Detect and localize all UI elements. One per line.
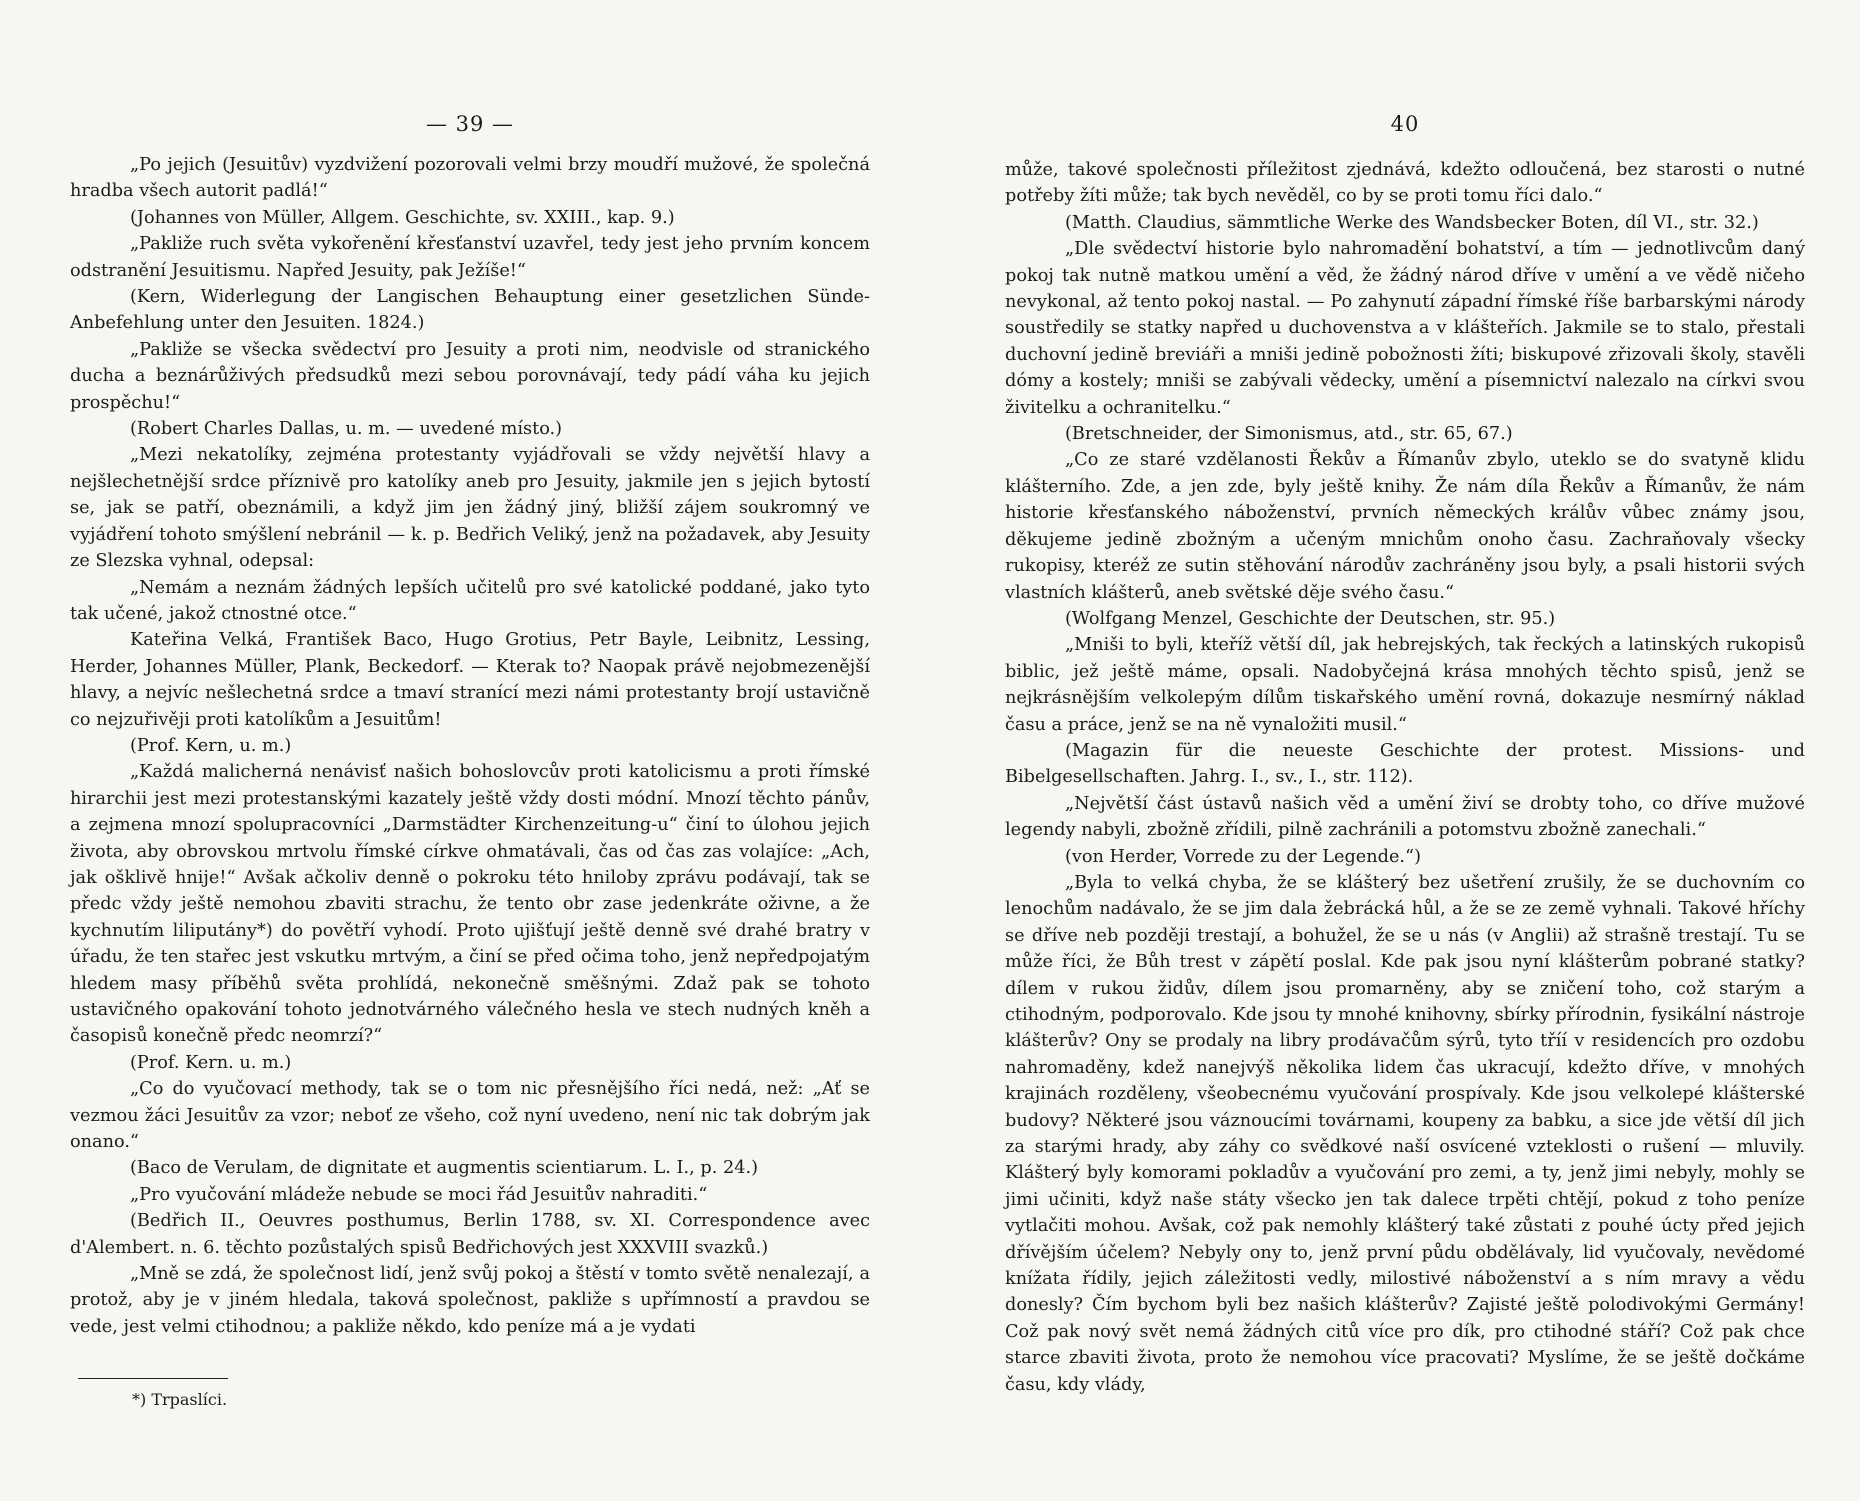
paragraph: „Pakliže se všecka svědectví pro Jesuity a proti nim, neodvisle od stranického ducha a beznárůživých předsudků mezi sebou porovnávají, tedy pádí váha ku jejich prospěchu!“ (70, 339, 870, 413)
citation: (Matth. Claudius, sämmtliche Werke des Wandsbecker Boten, díl VI., str. 32.) (1065, 212, 1759, 233)
paragraph-continued: může, takové společnosti příležitost zjednává, kdežto odloučená, bez starosti o nutné potřeby žíti může; tak bych nevěděl, co by se proti tomu říci dalo.“ (1005, 160, 1805, 207)
citation: (von Herder, Vorrede zu der Legende.“) (1065, 846, 1421, 867)
paragraph: „Mně se zdá, že společnost lidí, jenž svůj pokoj a štěstí v tomto světě nenalezají, a protož, aby je v jiném hledala, taková společnost, pakliže s upřímností a pravdou se vede, jest velmi ctihodnou; a pakliže někdo, kdo peníze má a je vydati (70, 1264, 870, 1337)
citation: (Magazin für die neueste Geschichte der protest. Missions- und Bibelgesellschaften. Jahrg. I., sv., I., str. 112). (1005, 740, 1805, 788)
citation: (Prof. Kern. u. m.) (130, 1052, 292, 1073)
paragraph: Kateřina Velká, František Baco, Hugo Grotius, Petr Bayle, Leibnitz, Lessing, Herder, Johannes Müller, Plank, Beckedorf. — Kterak to? Naopak právě nejobmezenější hlavy, a nejvíc nešlechetná srdce a tmaví stranící mezi námi protestanty brojí ustavičně co nejzuřivěji proti katolíkům a Jesuitům! (70, 630, 870, 730)
page-number-left: — 39 — (425, 112, 515, 136)
citation: (Prof. Kern, u. m.) (130, 735, 292, 756)
footnote: *) Trpaslíci. (132, 1390, 228, 1409)
right-page-text (1005, 157, 1805, 1398)
paragraph: „Byla to velká chyba, že se klášterý bez ušetření zrušily, že se duchovním co lenochům nadávalo, že se jim dala žebrácká hůl, a že se ze země vyhnali. Takové hříchy se dříve neb později trestají, a bohužel, že se u nás (v Anglii) až strašně trestají. Tu se může říci, že Bůh trest v zápětí poslal. Kde pak jsou nyní klášterům pobrané statky? dílem v rukou židův, dílem jsou promarněny, aby se zničení toho, což starým a ctihodným, podporovalo. Kde jsou ty mnohé knihovny, sbírky přírodnin, fysikální nástroje klášterův? Ony se prodaly na libry prodávačům sýrů, tyto tříí v residencích pro ozdobu nahromaděny, kdež nanejvýš několika lidem čas ukracují, kdežto dříve, v mnohých krajinách rozděleny, všeobecnému vyučování prospívaly. Kde jsou velkolepé klášterské budovy? Některé jsou váznoucími továrnami, koupeny za babku, a sice jde větší díl jich za starými hrady, aby záhy co svědkové naší osvícené vzteklosti o rušení — mluvily. Klášterý byly komorami pokladův a vyučování pro zemi, a ty, jenž jimi nebyly, mohly se jimi učiniti, když naše státy všecko jen tak dalece trpěti chtějí, pokud z toho peníze vytlačiti mohou. Avšak, což pak nemohly klášterý také zůstati z pouhé úcty před jejich dřívějším účelem? Nebyly ony to, jenž první půdu obdělávaly, lid vyučovaly, nevědomé knížata řídily, jejich záležitosti vedly, milostivé náboženství a s ním mravy a vědu donesly? Čím bychom byli bez našich klášterův? Zajisté ještě polodivokými Germány! Což pak nový svět nemá žádných citů více pro dík, pro ctihodné stáří? Což pak chce starce zbaviti života, proto že nemohou více pracovati? Myslíme, že se ještě dočkáme času, kdy vlády, (1005, 872, 1805, 1395)
footnote-divider (78, 1378, 228, 1379)
citation: (Bretschneider, der Simonismus, atd., str. 65, 67.) (1065, 424, 1513, 445)
page-number-right: 40 (1390, 112, 1420, 136)
paragraph: „Co ze staré vzdělanosti Řekův a Římanův zbylo, uteklo se do svatyně klidu klášterního. Zde, a jen zde, byly ještě knihy. Že nám díla Řekův a Římanův, že nám historie křesťanského náboženství, prvních německých králův vůbec známy jsou, děkujeme jedině zbožným a učeným mnichům onoho času. Zachraňovaly všecky rukopisy, kteréž ze sutin stěhování národův zachráněny jsou byly, a psali historii svých vlastních klášterů, aneb světské děje svého času.“ (1005, 450, 1805, 603)
paragraph: „Pakliže ruch světa vykořenění křesťanství uzavřel, tedy jest jeho prvním koncem odstranění Jesuitismu. Napřed Jesuity, pak Ježíše!“ (70, 234, 870, 281)
citation: (Kern, Widerlegung der Langischen Behauptung einer gesetzlichen Sünde-Anbefehlung unter den Jesuiten. 1824.) (70, 287, 870, 334)
citation: (Robert Charles Dallas, u. m. — uvedené místo.) (130, 419, 563, 440)
citation: (Bedřich II., Oeuvres posthumus, Berlin 1788, sv. XI. Correspondence avec d'Alembert. n. 6. těchto pozůstalých spisů Bedřichových jest XXXVIII svazků.) (70, 1211, 870, 1258)
paragraph: „Co do vyučovací methody, tak se o tom nic přesnějšího říci nedá, než: „Ať se vezmou žáci Jesuitův za vzor; neboť ze všeho, což nyní uvedeno, není nic tak dobrým jak onano.“ (70, 1079, 870, 1153)
left-page-text (70, 152, 870, 1340)
paragraph: „Největší část ústavů našich věd a umění živí se drobty toho, co dříve mužové legendy nabyli, zbožně zřídili, pilně zachránili a potomstvu zbožně zanechali.“ (1005, 793, 1805, 841)
citation: (Johannes von Müller, Allgem. Geschichte, sv. XXIII., kap. 9.) (130, 207, 675, 228)
citation: (Wolfgang Menzel, Geschichte der Deutschen, str. 95.) (1065, 608, 1556, 629)
citation: (Baco de Verulam, de dignitate et augmentis scientiarum. L. I., p. 24.) (130, 1158, 758, 1179)
quote: „Pro vyučování mládeže nebude se moci řád Jesuitův nahraditi.“ (130, 1184, 708, 1205)
paragraph: „Dle svědectví historie bylo nahromadění bohatství, a tím — jednotlivcům daný pokoj tak nutně matkou umění a věd, že žádný národ dříve v umění a ve vědě ničeho nevykonal, až tento pokoj nastal. — Po zahynutí západní římské říše barbarskými národy soustředily se statky napřed u duchovenstva a v klášteřích. Jakmile se to stalo, přestali duchovní jedině breviáři a mniši jedině pobožnosti žíti; biskupové zřizovali školy, stavěli dómy a kostely; mniši se zabývali vědecky, umění a písemnictví nalezalo na církvi svou živitelku a ochranitelku.“ (1005, 239, 1805, 418)
paragraph: „Mniši to byli, kteříž větší díl, jak hebrejských, tak řeckých a latinských rukopisů biblic, jež ještě máme, opsali. Nadobyčejná krása mnohých těchto spisů, jenž se nejkrásnějším velkolepým dílům tiskařského umění rovná, dokazuje nesmírný náklad času a práce, jenž se na ně vynaložiti musil.“ (1005, 635, 1805, 735)
paragraph: „Každá malicherná nenávisť našich bohoslovcův proti katolicismu a proti římské hirarchii jest mezi protestanskými kazately ještě vždy dosti módní. Mnozí těchto pánův, a zejmena mnozí spolupracovníci „Darmstädter Kirchenzeitung-u“ činí to úlohou jejich života, aby obrovskou mrtvolu římské církve ohmatávali, čas od čas zas volajíce: „Ach, jak ošklivě hnije!“ Avšak ačkoliv denně o pokroku této hniloby zprávu podávají, tak se předc vždy ještě nemohou zbaviti strachu, že tento obr zase jedenkráte oživne, a že kychnutím liliputány*) do povětří vyhodí. Proto ujišťují ještě denně své drahé bratry v úřadu, že ten stařec jest vskutku mrtvým, a činí se před očima toho, jenž nepředpojatým hledem masy příběhů světa prohlídá, nekonečně směšnými. Zdaž pak se tohoto ustavičného opakování tohoto jednotvárného válečného hesla ve stech nudných kněh a časopisů konečně předc neomrzí?“ (70, 762, 870, 1047)
paragraph: „Po jejich (Jesuitův) vyzdvižení pozorovali velmi brzy moudří mužové, že společná hradba všech autorit padlá!“ (70, 155, 870, 202)
quote: „Nemám a neznám žádných lepších učitelů pro své katolické poddané, jako tyto tak učené, jakož ctnostné otce.“ (70, 577, 870, 624)
paragraph: „Mezi nekatolíky, zejména protestanty vyjádřovali se vždy největší hlavy a nejšlechetnější srdce příznivě pro katolíky aneb pro Jesuity, jakmile jen s jejich bytostí se, jak se patří, obeznámili, a když jim jen žádný jiný, bližší zájem soukromný ve vyjádření tohoto smýšlení nebránil — k. p. Bedřich Veliký, jenž na požadavek, aby Jesuity ze Slezska vyhnal, odepsal: (70, 445, 870, 572)
